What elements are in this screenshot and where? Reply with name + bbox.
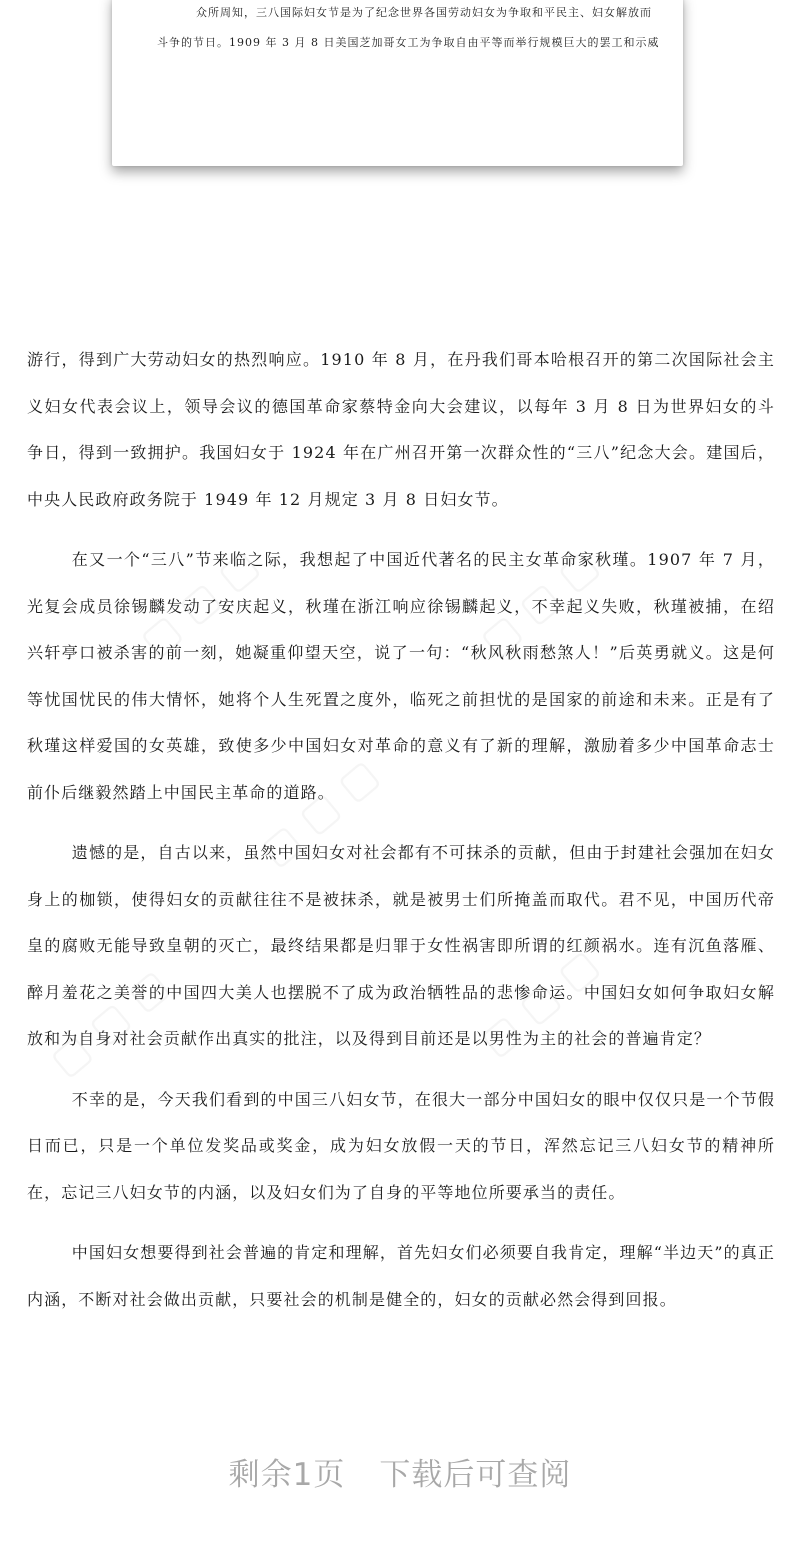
watermark-graphic: ▢ ▢ ▢ [471,940,608,1066]
article-paragraph: 不幸的是，今天我们看到的中国三八妇女节，在很大一部分中国妇女的眼中仅仅只是一个节假日而已，只是一个单位发奖品或奖金，成为妇女放假一天的节日，浑然忘记三八妇女节的精神所在，忘记三八妇女节的内涵，以及妇女们为了自身的平等地位所要承当的责任。 [27,1089,775,1202]
article-body [27,337,775,1337]
article-paragraph: 中国妇女想要得到社会普遍的肯定和理解，首先妇女们必须要自我肯定，理解“半边天”的真正内涵，不断对社会做出贡献，只要社会的机制是健全的，妇女的贡献必然会得到回报。 [27,1243,775,1309]
preview-text-line-1: 众所周知，三八国际妇女节是为了纪念世界各国劳动妇女为争取和平民主、妇女解放而 [196,6,652,19]
article-paragraph: 游行，得到广大劳动妇女的热烈响应。1910 年 8 月，在丹我们哥本哈根召开的第二次国际社会主义妇女代表会议上，领导会议的德国革命家蔡特金向大会建议，以每年 3 月 8 日为世界妇女的斗争日，得到一致拥护。我国妇女于 1924 年在广州召开第一次群众性的“三八”纪念大会。建国后，中央人民政府政务院于 1949 年 12 月规定 3 月 8 日妇女节。 [27,350,775,509]
watermark-graphic: ▢ ▢ ▢ [471,540,608,666]
download-to-read-more-link[interactable] [0,1449,800,1494]
article-paragraph: 遗憾的是，自古以来，虽然中国妇女对社会都有不可抹杀的贡献，但由于封建社会强加在妇女身上的枷锁，使得妇女的贡献往往不是被抹杀，就是被男士们所掩盖而取代。君不见，中国历代帝皇的腐败无能导致皇朝的灭亡，最终结果都是归罪于女性祸害即所谓的红颜祸水。连有沉鱼落雁、醉月羞花之美誉的中国四大美人也摆脱不了成为政治牺牲品的悲惨命运。中国妇女如何争取妇女解放和为自身对社会贡献作出真实的批注，以及得到目前还是以男性为主的社会的普遍肯定？ [27,843,775,1048]
preview-page-card [112,0,683,166]
remaining-pages-label: 剩余1页 [228,1457,346,1493]
download-hint-label: 下载后可查阅 [379,1457,572,1493]
watermark-graphic: ▢ ▢ ▢ [251,750,388,876]
watermark-graphic: ▢ ▢ ▢ [41,960,178,1086]
preview-text-line-2: 斗争的节日。1909 年 3 月 8 日美国芝加哥女工为争取自由平等而举行规模巨大的罢工和示威 [157,36,660,49]
article-paragraph: 在又一个“三八”节来临之际，我想起了中国近代著名的民主女革命家秋瑾。1907 年 7 月，光复会成员徐锡麟发动了安庆起义，秋瑾在浙江响应徐锡麟起义，不幸起义失败，秋瑾被捕，在绍兴轩亭口被杀害的前一刻，她凝重仰望天空，说了一句：“秋风秋雨愁煞人！”后英勇就义。这是何等忧国忧民的伟大情怀，她将个人生死置之度外，临死之前担忧的是国家的前途和未来。正是有了秋瑾这样爱国的女英雄，致使多少中国妇女对革命的意义有了新的理解，激励着多少中国革命志士前仆后继毅然踏上中国民主革命的道路。 [27,550,775,802]
watermark-graphic: ▢ ▢ ▢ [131,540,268,666]
